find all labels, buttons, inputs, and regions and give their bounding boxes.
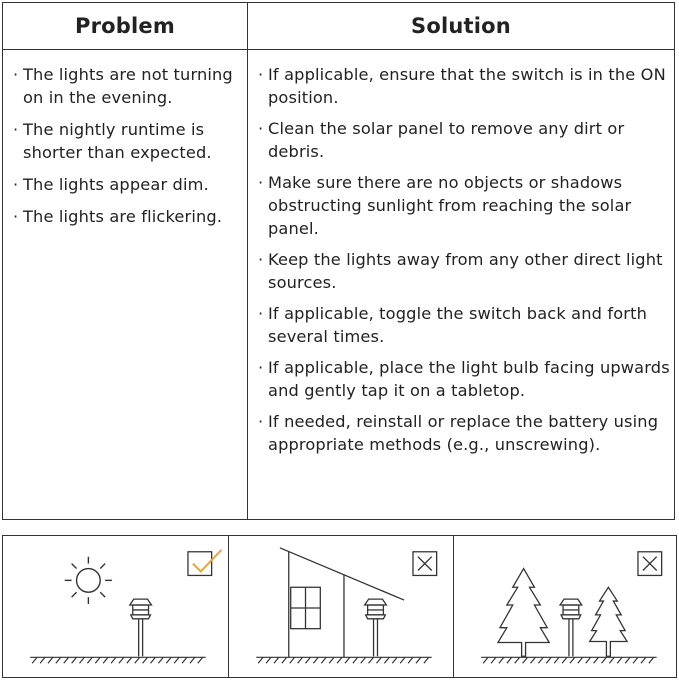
troubleshooting-table [2, 2, 675, 520]
problem-text: The nightly runtime is shorter than expected. [23, 120, 212, 162]
problem-item [13, 63, 241, 109]
bullet: · [13, 65, 19, 84]
large-tree-icon [498, 569, 549, 657]
x-checkbox-icon [638, 552, 662, 576]
problem-item [13, 118, 241, 164]
x-icon [418, 557, 432, 571]
solution-item [258, 171, 670, 240]
illustration-trees [453, 536, 677, 677]
small-tree-icon [590, 587, 627, 656]
solution-text: If needed, reinstall or replace the battery using appropriate methods (e.g., unscrewing). [268, 412, 659, 454]
bullet: · [258, 304, 264, 323]
solution-header: Solution [411, 14, 511, 38]
solution-text: Keep the lights away from any other direct light sources. [268, 250, 663, 292]
bullet: · [13, 175, 19, 194]
bullet: · [258, 358, 264, 377]
solution-item [258, 248, 670, 294]
bullet: · [258, 65, 264, 84]
solution-item [258, 356, 670, 402]
ground-line [30, 657, 206, 663]
problem-item [13, 205, 241, 228]
solution-text: Clean the solar panel to remove any dirt or debris. [268, 119, 625, 161]
problem-list [13, 63, 241, 237]
bullet: · [13, 120, 19, 139]
bullet: · [258, 250, 264, 269]
solution-text: If applicable, toggle the switch back and forth several times. [268, 304, 647, 346]
trees-scene [454, 536, 677, 677]
solution-item [258, 63, 670, 109]
solar-light-icon [130, 599, 152, 656]
solution-text: Make sure there are no objects or shadows obstructing sunlight from reaching the solar panel. [268, 173, 632, 238]
problem-text: The lights are not turning on in the evening. [23, 65, 233, 107]
placement-illustrations [2, 535, 677, 678]
sun-icon [65, 557, 112, 604]
solution-item [258, 117, 670, 163]
checkmark-icon [193, 550, 222, 572]
problem-header: Problem [75, 14, 175, 38]
solution-text: If applicable, place the light bulb facing upwards and gently tap it on a tabletop. [268, 358, 670, 400]
problem-text: The lights are flickering. [23, 207, 223, 226]
bullet: · [258, 119, 264, 138]
ground-line [481, 657, 657, 663]
shade-scene [229, 536, 454, 677]
solution-item [258, 302, 670, 348]
solar-light-icon [560, 599, 582, 656]
problem-text: The lights appear dim. [23, 175, 209, 194]
bullet: · [258, 173, 264, 192]
solar-light-icon [365, 599, 387, 656]
problem-item [13, 173, 241, 196]
column-divider [247, 3, 248, 519]
checkbox-icon [188, 550, 222, 576]
ground-line [256, 657, 432, 663]
illustration-sunlight [3, 536, 228, 677]
solution-item [258, 410, 670, 456]
x-checkbox-icon [413, 552, 437, 576]
bullet: · [13, 207, 19, 226]
bullet: · [258, 412, 264, 431]
x-icon [643, 557, 657, 571]
solution-text: If applicable, ensure that the switch is in the ON position. [268, 65, 666, 107]
illustration-shade [228, 536, 454, 677]
sunlight-scene [3, 536, 228, 677]
solution-list [258, 63, 670, 464]
header-divider [3, 49, 674, 50]
